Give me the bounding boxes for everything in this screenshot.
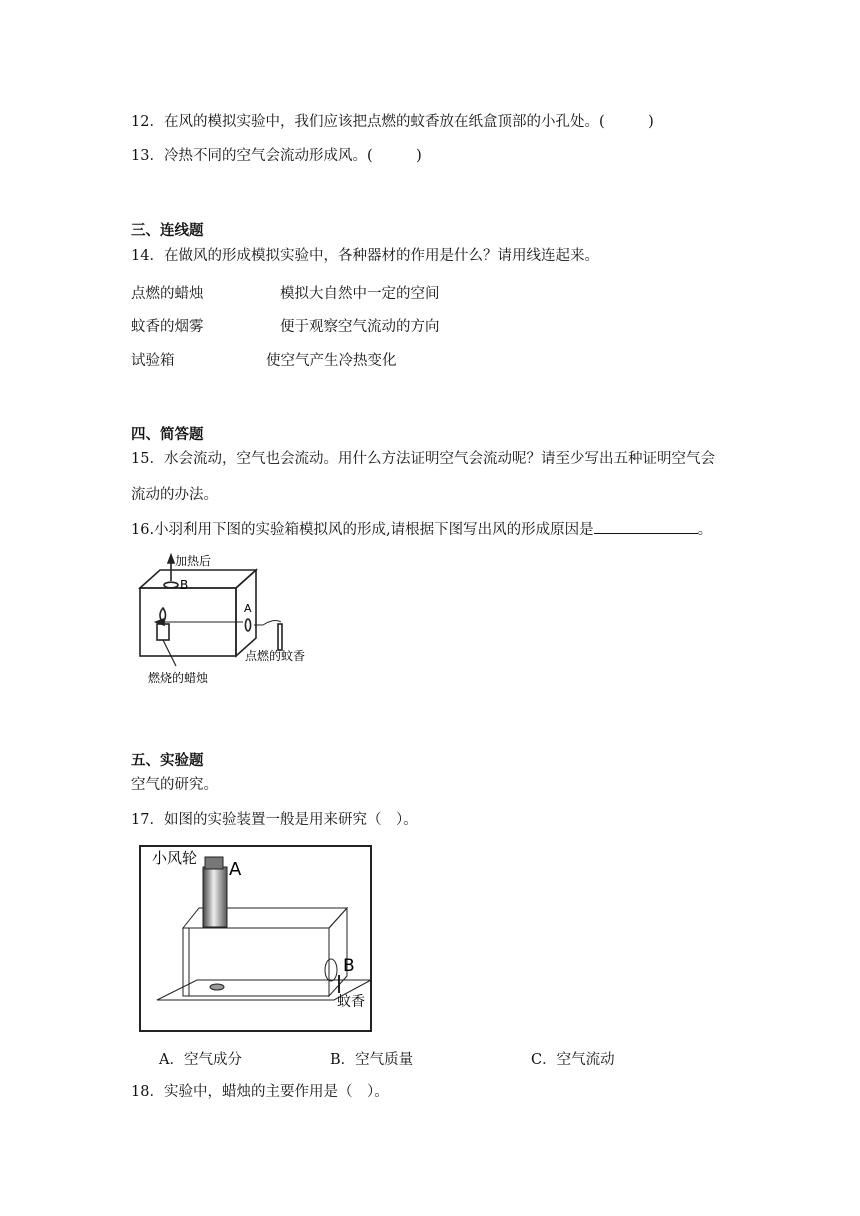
small-windwheel <box>205 857 223 869</box>
section-4-heading: 四、简答题 <box>131 427 204 443</box>
label-a: A <box>244 602 252 615</box>
question-13: 13．冷热不同的空气会流动形成风。( ) <box>131 148 422 164</box>
question-16-end: 。 <box>697 522 713 538</box>
intro-text: 空气的研究。 <box>131 777 218 793</box>
match-left-3: 试验箱 <box>131 353 175 369</box>
up-arrow-head <box>168 555 174 563</box>
candle-pointer <box>163 640 176 666</box>
label-incense: 点燃的蚊香 <box>245 649 306 663</box>
chimney <box>203 867 227 927</box>
label-a: A <box>229 859 242 880</box>
match-right-3: 使空气产生冷热变化 <box>266 353 397 369</box>
candle <box>157 624 169 640</box>
label-b: B <box>180 578 189 592</box>
section-5-heading: 五、实验题 <box>131 753 204 769</box>
hole-a <box>245 619 250 631</box>
label-b: B <box>343 956 355 976</box>
question-15-line-2: 流动的办法。 <box>131 487 218 503</box>
question-18: 18．实验中，蜡烛的主要作用是（ ）。 <box>131 1084 389 1100</box>
question-12: 12．在风的模拟实验中，我们应该把点燃的蚊香放在纸盒顶部的小孔处。( ) <box>131 114 654 130</box>
match-left-1: 点燃的蜡烛 <box>131 286 204 302</box>
candle <box>210 984 224 990</box>
incense-stick <box>278 624 282 650</box>
question-16 <box>131 519 712 540</box>
hole-b <box>164 582 178 588</box>
question-17: 17．如图的实验装置一般是用来研究（ ）。 <box>131 812 418 828</box>
question-15-line-1: 15．水会流动，空气也会流动。用什么方法证明空气会流动呢？请至少写出五种证明空气会 <box>131 451 715 467</box>
question-16-text: 16.小羽利用下图的实验箱模拟风的形成,请根据下图写出风的形成原因是 <box>131 522 594 538</box>
section-3-heading: 三、连线题 <box>131 223 204 239</box>
option-a[interactable]: A．空气成分 <box>159 1052 242 1068</box>
option-c[interactable]: C．空气流动 <box>531 1052 615 1068</box>
match-right-1: 模拟大自然中一定的空间 <box>280 286 440 302</box>
label-windwheel: 小风轮 <box>152 849 198 867</box>
label-incense: 蚊香 <box>337 994 365 1010</box>
match-left-2: 蚊香的烟雾 <box>131 319 204 335</box>
wind-box-figure <box>132 550 332 690</box>
match-right-2: 便于观察空气流动的方向 <box>280 319 440 335</box>
air-flow-apparatus-figure <box>139 845 373 1033</box>
option-b[interactable]: B．空气质量 <box>330 1052 414 1068</box>
answer-blank[interactable] <box>594 519 698 534</box>
label-after-heating: 加热后 <box>175 554 212 568</box>
label-candle: 燃烧的蜡烛 <box>148 671 209 685</box>
question-14: 14．在做风的形成模拟实验中，各种器材的作用是什么？请用线连起来。 <box>131 248 599 264</box>
